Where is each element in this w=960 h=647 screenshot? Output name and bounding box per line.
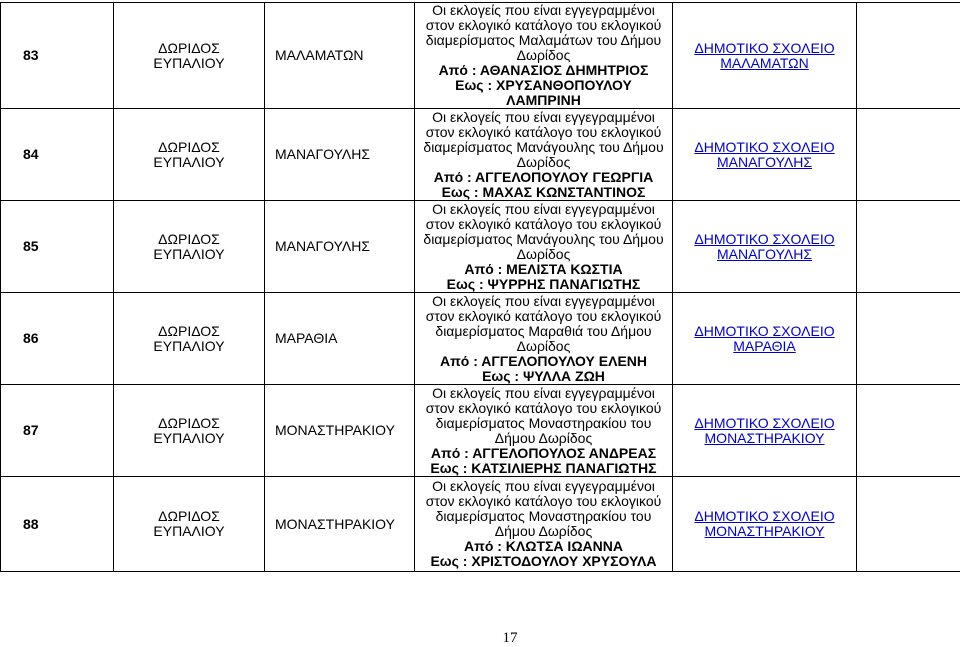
description-line: στον εκλογικό κατάλογο του εκλογικού — [415, 401, 672, 416]
station-number: 86 — [1, 293, 114, 385]
description-line: Οι εκλογείς που είναι εγγεγραμμένοι — [415, 386, 672, 401]
range-to: Εως : ΚΑΤΣΙΛΙΕΡΗΣ ΠΑΝΑΓΙΩΤΗΣ — [415, 461, 672, 476]
school-line: ΜΑΝΑΓΟΥΛΗΣ — [673, 155, 856, 170]
description-line: διαμερίσματος Μανάγουλης του Δήμου — [415, 140, 672, 155]
municipality-line: ΔΩΡΙΔΟΣ — [114, 41, 264, 56]
empty-cell — [857, 477, 960, 572]
table-row — [1, 385, 960, 477]
school-line: ΔΗΜΟΤΙΚΟ ΣΧΟΛΕΙΟ — [673, 324, 856, 339]
description-line: διαμερίσματος Μοναστηρακίου του — [415, 416, 672, 431]
range-from: Από : ΑΓΓΕΛΟΠΟΥΛΟΥ ΓΕΩΡΓΙΑ — [415, 170, 672, 185]
municipality-cell — [114, 3, 265, 109]
page-number: 17 — [0, 630, 960, 647]
municipality-line: ΕΥΠΑΛΙΟΥ — [114, 339, 264, 354]
municipality-cell — [114, 385, 265, 477]
station-number: 88 — [1, 477, 114, 572]
description-line: Δωρίδος — [415, 155, 672, 170]
municipality-line: ΔΩΡΙΔΟΣ — [114, 509, 264, 524]
school-line: ΔΗΜΟΤΙΚΟ ΣΧΟΛΕΙΟ — [673, 232, 856, 247]
description-line: στον εκλογικό κατάλογο του εκλογικού — [415, 18, 672, 33]
description-line: στον εκλογικό κατάλογο του εκλογικού — [415, 494, 672, 509]
municipality-line: ΕΥΠΑΛΙΟΥ — [114, 524, 264, 539]
municipality-line: ΔΩΡΙΔΟΣ — [114, 324, 264, 339]
department-cell: ΜΟΝΑΣΤΗΡΑΚΙΟΥ — [265, 385, 415, 477]
municipality-line: ΕΥΠΑΛΙΟΥ — [114, 247, 264, 262]
description-line: Δωρίδος — [415, 339, 672, 354]
school-line: ΔΗΜΟΤΙΚΟ ΣΧΟΛΕΙΟ — [673, 140, 856, 155]
range-to: ΛΑΜΠΡΙΝΗ — [415, 93, 672, 108]
department-cell: ΜΟΝΑΣΤΗΡΑΚΙΟΥ — [265, 477, 415, 572]
table-row — [1, 201, 960, 293]
voters-description-cell — [415, 293, 673, 385]
polling-school-link[interactable] — [673, 293, 857, 385]
school-line: ΜΑΛΑΜΑΤΩΝ — [673, 56, 856, 71]
empty-cell — [857, 385, 960, 477]
description-line: διαμερίσματος Μοναστηρακίου του — [415, 509, 672, 524]
polling-school-link[interactable] — [673, 109, 857, 201]
description-line: Δήμου Δωρίδος — [415, 524, 672, 539]
empty-cell — [857, 109, 960, 201]
municipality-cell — [114, 201, 265, 293]
description-line: στον εκλογικό κατάλογο του εκλογικού — [415, 309, 672, 324]
description-line: Δωρίδος — [415, 48, 672, 63]
description-line: διαμερίσματος Μαραθιά του Δήμου — [415, 324, 672, 339]
municipality-line: ΔΩΡΙΔΟΣ — [114, 416, 264, 431]
polling-school-link[interactable] — [673, 385, 857, 477]
range-from: Από : ΑΓΓΕΛΟΠΟΥΛΟΣ ΑΝΔΡΕΑΣ — [415, 446, 672, 461]
empty-cell — [857, 293, 960, 385]
description-line: Οι εκλογείς που είναι εγγεγραμμένοι — [415, 202, 672, 217]
municipality-line: ΕΥΠΑΛΙΟΥ — [114, 431, 264, 446]
school-line: ΔΗΜΟΤΙΚΟ ΣΧΟΛΕΙΟ — [673, 416, 856, 431]
table-row — [1, 109, 960, 201]
voters-description-cell — [415, 3, 673, 109]
polling-school-link[interactable] — [673, 477, 857, 572]
description-line: Δήμου Δωρίδος — [415, 431, 672, 446]
municipality-cell — [114, 477, 265, 572]
range-from: Από : ΑΓΓΕΛΟΠΟΥΛΟΥ ΕΛΕΝΗ — [415, 354, 672, 369]
empty-cell — [857, 201, 960, 293]
description-line: Οι εκλογείς που είναι εγγεγραμμένοι — [415, 3, 672, 18]
school-line: ΜΑΡΑΘΙΑ — [673, 339, 856, 354]
school-line: ΔΗΜΟΤΙΚΟ ΣΧΟΛΕΙΟ — [673, 509, 856, 524]
station-number: 83 — [1, 3, 114, 109]
empty-cell — [857, 3, 960, 109]
table-row — [1, 477, 960, 572]
range-to: Εως : ΧΡΙΣΤΟΔΟΥΛΟΥ ΧΡΥΣΟΥΛΑ — [415, 554, 672, 569]
range-to: Εως : ΨΥΡΡΗΣ ΠΑΝΑΓΙΩΤΗΣ — [415, 277, 672, 292]
department-cell: ΜΑΝΑΓΟΥΛΗΣ — [265, 201, 415, 293]
municipality-cell — [114, 109, 265, 201]
voters-description-cell — [415, 477, 673, 572]
voters-description-cell — [415, 109, 673, 201]
station-number: 85 — [1, 201, 114, 293]
description-line: στον εκλογικό κατάλογο του εκλογικού — [415, 217, 672, 232]
description-line: Οι εκλογείς που είναι εγγεγραμμένοι — [415, 479, 672, 494]
school-line: ΔΗΜΟΤΙΚΟ ΣΧΟΛΕΙΟ — [673, 41, 856, 56]
description-line: στον εκλογικό κατάλογο του εκλογικού — [415, 125, 672, 140]
polling-school-link[interactable] — [673, 3, 857, 109]
department-cell: ΜΑΛΑΜΑΤΩΝ — [265, 3, 415, 109]
table-row — [1, 3, 960, 109]
department-cell: ΜΑΝΑΓΟΥΛΗΣ — [265, 109, 415, 201]
voters-description-cell — [415, 201, 673, 293]
municipality-line: ΔΩΡΙΔΟΣ — [114, 232, 264, 247]
description-line: διαμερίσματος Μαλαμάτων του Δήμου — [415, 33, 672, 48]
range-from: Από : ΑΘΑΝΑΣΙΟΣ ΔΗΜΗΤΡΙΟΣ — [415, 63, 672, 78]
municipality-line: ΕΥΠΑΛΙΟΥ — [114, 56, 264, 71]
polling-stations-table — [0, 2, 960, 572]
range-from: Από : ΜΕΛΙΣΤΑ ΚΩΣΤΙΑ — [415, 262, 672, 277]
voters-description-cell — [415, 385, 673, 477]
range-to: Εως : ΜΑΧΑΣ ΚΩΝΣΤΑΝΤΙΝΟΣ — [415, 185, 672, 200]
school-line: ΜΟΝΑΣΤΗΡΑΚΙΟΥ — [673, 524, 856, 539]
range-from: Από : ΚΛΩΤΣΑ ΙΩΑΝΝΑ — [415, 539, 672, 554]
range-to: Εως : ΨΥΛΛΑ ΖΩΗ — [415, 369, 672, 384]
school-line: ΜΑΝΑΓΟΥΛΗΣ — [673, 247, 856, 262]
description-line: Οι εκλογείς που είναι εγγεγραμμένοι — [415, 294, 672, 309]
description-line: διαμερίσματος Μανάγουλης του Δήμου — [415, 232, 672, 247]
range-to: Εως : ΧΡΥΣΑΝΘΟΠΟΥΛΟΥ — [415, 78, 672, 93]
table-row — [1, 293, 960, 385]
description-line: Οι εκλογείς που είναι εγγεγραμμένοι — [415, 110, 672, 125]
station-number: 87 — [1, 385, 114, 477]
description-line: Δωρίδος — [415, 247, 672, 262]
municipality-line: ΔΩΡΙΔΟΣ — [114, 140, 264, 155]
school-line: ΜΟΝΑΣΤΗΡΑΚΙΟΥ — [673, 431, 856, 446]
municipality-cell — [114, 293, 265, 385]
municipality-line: ΕΥΠΑΛΙΟΥ — [114, 155, 264, 170]
station-number: 84 — [1, 109, 114, 201]
polling-school-link[interactable] — [673, 201, 857, 293]
department-cell: ΜΑΡΑΘΙΑ — [265, 293, 415, 385]
